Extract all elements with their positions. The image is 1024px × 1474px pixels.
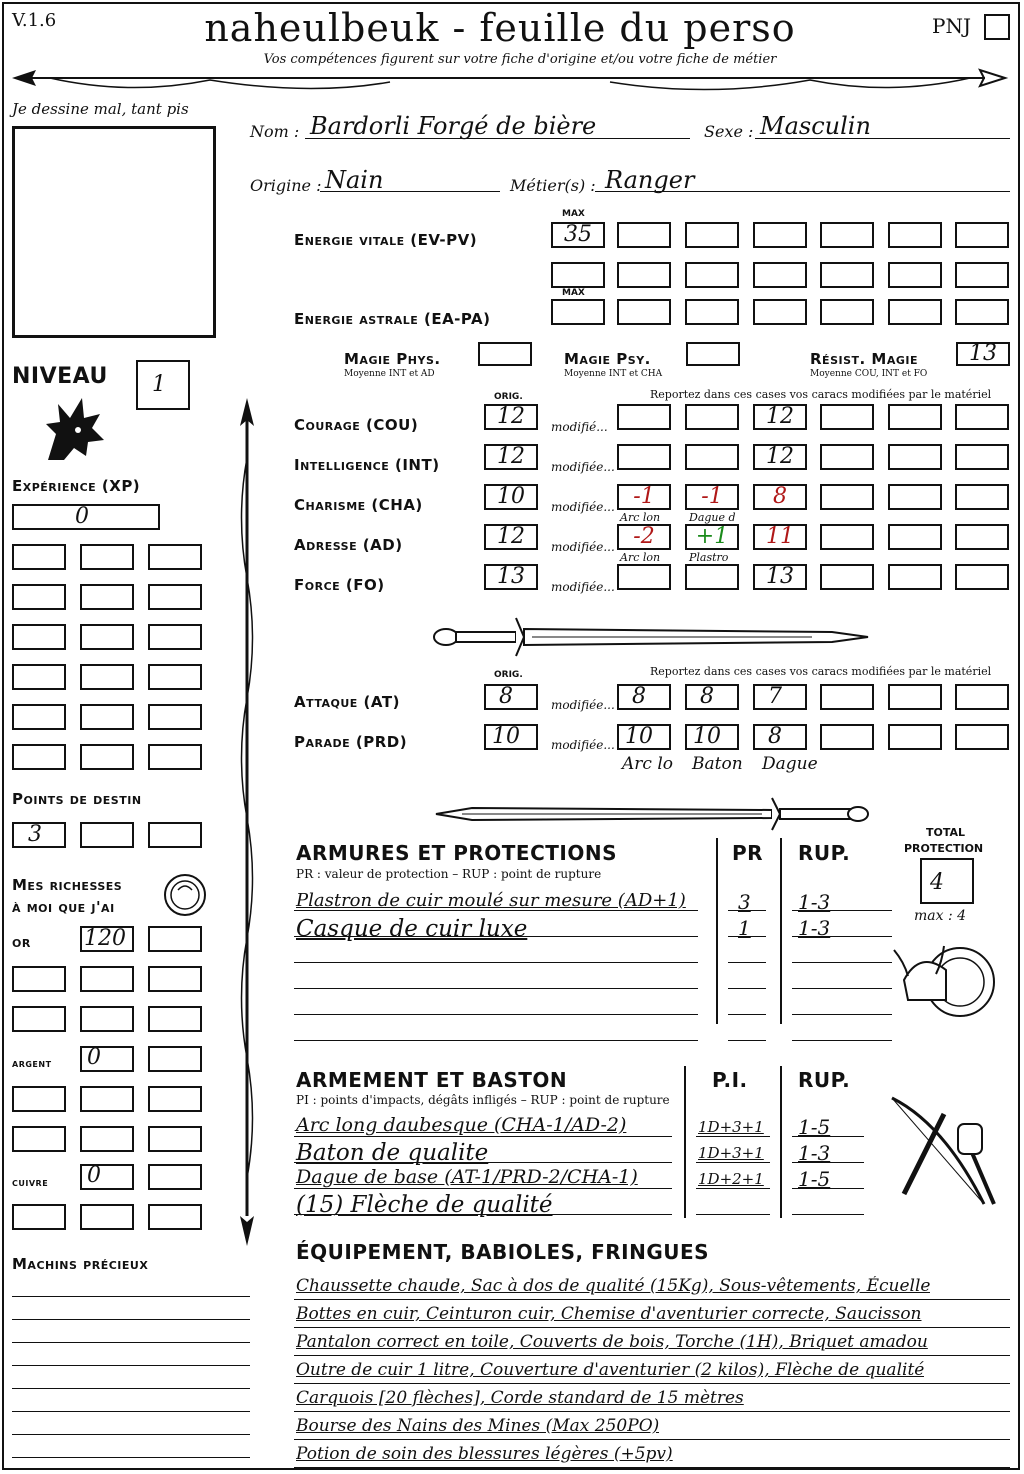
argent-box-extra[interactable]	[12, 1126, 66, 1152]
carac-mod-box[interactable]	[820, 404, 874, 430]
xp-box[interactable]	[148, 744, 202, 770]
combat-mod-value: 8	[632, 684, 646, 709]
arme-rup-line[interactable]	[792, 1214, 864, 1215]
argent-box-extra[interactable]	[148, 1086, 202, 1112]
carac-mod-box[interactable]	[955, 524, 1009, 550]
carac-mod-value: 8	[773, 484, 787, 509]
armure-rup-line[interactable]	[792, 1040, 892, 1041]
nom-field[interactable]: Bardorli Forgé de bière	[310, 112, 597, 140]
arme-line[interactable]	[294, 1188, 672, 1189]
carac-orig-value: 12	[497, 524, 525, 549]
xp-box[interactable]	[148, 584, 202, 610]
xp-box[interactable]	[80, 624, 134, 650]
coin-icon	[162, 872, 208, 918]
combat-orig-value: 10	[492, 724, 520, 749]
xp-box[interactable]	[12, 704, 66, 730]
equipement-line[interactable]: Bottes en cuir, Ceinturon cuir, Chemise d'aventurier correcte, Saucisson	[296, 1304, 922, 1324]
carac-mod-box[interactable]	[820, 524, 874, 550]
carac-mod-box[interactable]	[617, 444, 671, 470]
arme-pi: 1D+3+1	[698, 1144, 764, 1162]
ev-box-1[interactable]	[617, 222, 671, 248]
armure-pr: 3	[738, 890, 751, 914]
ev-box-row2-3[interactable]	[685, 262, 739, 288]
spear-icon	[232, 398, 262, 1248]
ev-max-value: 35	[564, 222, 592, 247]
ev-label: Energie vitale (EV-PV)	[294, 231, 478, 249]
sexe-line	[755, 138, 1010, 139]
armure-line[interactable]	[294, 1040, 698, 1041]
carac-mod-value: +1	[695, 524, 729, 549]
combat-mod-value: 8	[700, 684, 714, 709]
equipement-rule	[294, 1327, 1010, 1328]
equipement-line[interactable]: Bourse des Nains des Mines (Max 250PO)	[296, 1416, 660, 1436]
ev-box-row2-2[interactable]	[617, 262, 671, 288]
armure-pr-line[interactable]	[728, 1040, 766, 1041]
ev-box-row2-5[interactable]	[820, 262, 874, 288]
metier-line	[595, 191, 1010, 192]
carac-mod-note: Arc lon	[620, 551, 661, 564]
ea-box-5[interactable]	[888, 299, 942, 325]
xp-box[interactable]	[80, 584, 134, 610]
machins-line[interactable]	[12, 1296, 250, 1297]
carac-modifie-label: modifiée...	[551, 500, 615, 514]
nom-label: Nom :	[250, 122, 300, 141]
carac-mod-box[interactable]	[685, 564, 739, 590]
carac-label: Adresse (AD)	[294, 536, 403, 554]
xp-box[interactable]	[148, 664, 202, 690]
destin-value: 3	[28, 822, 42, 847]
machins-line[interactable]	[12, 1457, 250, 1458]
arme-pi: 1D+2+1	[698, 1170, 764, 1188]
carac-orig-value: 13	[497, 564, 525, 589]
carac-mod-box[interactable]	[820, 444, 874, 470]
arme-pi-line[interactable]	[696, 1162, 770, 1163]
carac-mod-box[interactable]	[685, 444, 739, 470]
carac-orig-value: 12	[497, 404, 525, 429]
carac-mod-box[interactable]	[820, 564, 874, 590]
argent-box-extra[interactable]	[80, 1126, 134, 1152]
armures-divider-2	[780, 838, 782, 1024]
armement-title: ARMEMENT ET BASTON	[296, 1068, 568, 1092]
equipement-rule	[294, 1383, 1010, 1384]
ea-box-1[interactable]	[617, 299, 671, 325]
cuivre-value: 0	[87, 1163, 101, 1188]
destin-box-3[interactable]	[148, 822, 202, 848]
combat-mod-box[interactable]	[820, 724, 874, 750]
machins-line[interactable]	[12, 1365, 250, 1366]
sword-icon	[432, 612, 872, 662]
sexe-label: Sexe :	[704, 122, 754, 141]
equipement-rule	[294, 1355, 1010, 1356]
carac-mod-box[interactable]	[820, 484, 874, 510]
carac-mod-value: 12	[766, 404, 794, 429]
magie-phys-label: Magie Phys.	[344, 350, 441, 368]
page-title: naheulbeuk - feuille du perso	[204, 6, 796, 50]
cuivre-box-2[interactable]	[148, 1164, 202, 1190]
metier-label: Métier(s) :	[510, 176, 596, 195]
xp-box[interactable]	[12, 544, 66, 570]
equipement-title: ÉQUIPEMENT, BABIOLES, FRINGUES	[296, 1240, 710, 1264]
xp-value: 0	[75, 504, 89, 529]
carac-mod-box[interactable]	[617, 564, 671, 590]
ea-max-box[interactable]	[551, 299, 605, 325]
carac-mod-value: 11	[766, 524, 794, 549]
argent-label: argent	[12, 1056, 52, 1070]
origine-label: Origine :	[250, 176, 322, 195]
armures-note: PR : valeur de protection – RUP : point de rupture	[296, 867, 602, 881]
ea-box-4[interactable]	[820, 299, 874, 325]
argent-box-2[interactable]	[148, 1046, 202, 1072]
cuivre-box-extra[interactable]	[12, 1204, 66, 1230]
nom-line	[305, 138, 690, 139]
carac-mod-note: Dague d	[689, 511, 736, 524]
carac-mod-note: Arc lon	[620, 511, 661, 524]
ea-box-2[interactable]	[685, 299, 739, 325]
machins-label: Machins précieux	[12, 1255, 149, 1273]
arme-pi-line[interactable]	[696, 1136, 770, 1137]
ev-box-2[interactable]	[685, 222, 739, 248]
combat-label: Parade (PRD)	[294, 733, 408, 751]
or-box-2[interactable]	[148, 926, 202, 952]
armures-divider-1	[716, 838, 718, 1024]
ev-box-row2-4[interactable]	[753, 262, 807, 288]
portrait-caption: Je dessine mal, tant pis	[12, 100, 189, 118]
combat-orig-value: 8	[499, 684, 513, 709]
armure-rup: 1-3	[798, 890, 831, 914]
version-label: V.1.6	[12, 10, 57, 31]
carac-mod-box[interactable]	[888, 484, 942, 510]
xp-box[interactable]	[80, 664, 134, 690]
armure-pr-line[interactable]	[728, 962, 766, 963]
armures-title: ARMURES ET PROTECTIONS	[296, 841, 617, 865]
magie-psy-note: Moyenne INT et CHA	[564, 369, 663, 379]
combat-mod-value: 7	[768, 684, 782, 709]
xp-box[interactable]	[80, 744, 134, 770]
magie-psy-box[interactable]	[686, 342, 740, 366]
machins-line[interactable]	[12, 1342, 250, 1343]
dragon-icon	[38, 394, 108, 466]
argent-box-extra[interactable]	[148, 1126, 202, 1152]
richesses-label-1: Mes richesses	[12, 876, 123, 894]
sword-icon	[432, 794, 872, 834]
or-label: or	[12, 933, 31, 951]
ea-box-6[interactable]	[955, 299, 1009, 325]
pnj-checkbox[interactable]	[984, 14, 1010, 40]
equipement-rule	[294, 1411, 1010, 1412]
armure-rup-line[interactable]	[792, 988, 892, 989]
resist-magie-note: Moyenne COU, INT et FO	[810, 369, 928, 379]
arme-pi-line[interactable]	[696, 1188, 770, 1189]
ea-box-3[interactable]	[753, 299, 807, 325]
magie-psy-label: Magie Psy.	[564, 350, 651, 368]
carac-orig-value: 12	[497, 444, 525, 469]
carac-mod-box[interactable]	[955, 564, 1009, 590]
equipement-line[interactable]: Chaussette chaude, Sac à dos de qualité (15Kg), Sous-vêtements, Écuelle	[296, 1276, 931, 1296]
carac-mod-value: -2	[633, 524, 655, 549]
arme-name: Arc long daubesque (CHA-1/AD-2)	[296, 1114, 627, 1136]
arme-pi-line[interactable]	[696, 1214, 770, 1215]
cuivre-box-extra[interactable]	[80, 1204, 134, 1230]
weapon-label-1: Arc lo	[622, 754, 673, 774]
combat-mod-box[interactable]	[955, 724, 1009, 750]
armure-name: Casque de cuir luxe	[296, 916, 528, 942]
armure-rup-line[interactable]	[792, 1014, 892, 1015]
carac-mod-box[interactable]	[888, 524, 942, 550]
armure-rup: 1-3	[798, 916, 831, 940]
combat-modifiee-label: modifiée...	[551, 738, 615, 752]
carac-mod-box[interactable]	[955, 404, 1009, 430]
total-protection-label-2: PROTECTION	[904, 842, 984, 855]
carac-mod-box[interactable]	[955, 484, 1009, 510]
xp-box[interactable]	[148, 544, 202, 570]
max-protection-label: max : 4	[914, 908, 967, 924]
arme-rup: 1-5	[798, 1115, 831, 1139]
combat-modifiee-label: modifiée...	[551, 698, 615, 712]
xp-box[interactable]	[80, 704, 134, 730]
armement-rup-header: RUP.	[798, 1068, 851, 1092]
xp-label: Expérience (XP)	[12, 477, 141, 495]
carac-label: Intelligence (INT)	[294, 456, 440, 474]
machins-line[interactable]	[12, 1411, 250, 1412]
armement-pi-header: P.I.	[712, 1068, 748, 1092]
combat-mod-value: 10	[693, 724, 721, 749]
machins-line[interactable]	[12, 1319, 250, 1320]
armures-pr-header: PR	[732, 841, 764, 865]
magie-phys-box[interactable]	[478, 342, 532, 366]
armure-pr-line[interactable]	[728, 988, 766, 989]
niveau-value: 1	[152, 372, 166, 397]
xp-box[interactable]	[148, 704, 202, 730]
weapon-label-3: Dague	[762, 754, 818, 774]
equipement-rule	[294, 1467, 1010, 1468]
carac-label: Courage (COU)	[294, 416, 419, 434]
combat-label: Attaque (AT)	[294, 693, 400, 711]
metier-field[interactable]: Ranger	[605, 166, 695, 194]
arme-rup: 1-5	[798, 1167, 831, 1191]
total-protection-label-1: TOTAL	[926, 826, 966, 839]
ev-box-row2-1[interactable]	[551, 262, 605, 288]
resist-magie-label: Résist. Magie	[810, 350, 919, 368]
carac-orig-value: 10	[497, 484, 525, 509]
helmet-shield-icon	[890, 930, 1000, 1030]
carac-label: Charisme (CHA)	[294, 496, 423, 514]
equipement-rule	[294, 1439, 1010, 1440]
xp-box[interactable]	[12, 664, 66, 690]
richesses-label-2: à moi que j'ai	[12, 898, 115, 916]
equipement-line[interactable]: Potion de soin des blessures légères (+5pv)	[296, 1444, 673, 1464]
armure-pr: 1	[738, 916, 751, 940]
combat-mod-value: 8	[768, 724, 782, 749]
carac-mod-box[interactable]	[888, 564, 942, 590]
combat-mod-box[interactable]	[888, 724, 942, 750]
origine-field[interactable]: Nain	[325, 166, 384, 194]
carac-mod-value: -1	[701, 484, 723, 509]
combat-mod-box[interactable]	[888, 684, 942, 710]
xp-box[interactable]	[12, 624, 66, 650]
carac-mod-value: 12	[766, 444, 794, 469]
or-box-extra[interactable]	[12, 1006, 66, 1032]
ev-box-3[interactable]	[753, 222, 807, 248]
ev-box-row2-6[interactable]	[888, 262, 942, 288]
combat-orig-label: ORIG.	[494, 670, 523, 680]
or-box-extra[interactable]	[148, 966, 202, 992]
carac-mod-box[interactable]	[955, 444, 1009, 470]
arme-name: (15) Flèche de qualité	[296, 1192, 553, 1218]
carac-modifie-label: modifié...	[551, 420, 608, 434]
arme-line[interactable]	[294, 1136, 672, 1137]
total-protection-value: 4	[930, 870, 944, 895]
arme-pi: 1D+3+1	[698, 1118, 764, 1136]
arme-name: Dague de base (AT-1/PRD-2/CHA-1)	[296, 1166, 638, 1188]
arme-rup: 1-3	[798, 1141, 831, 1165]
combat-mod-value: 10	[625, 724, 653, 749]
ev-box-5[interactable]	[888, 222, 942, 248]
ea-label: Energie astrale (EA-PA)	[294, 310, 491, 328]
portrait-box[interactable]	[12, 126, 216, 338]
armement-divider-2	[780, 1066, 782, 1218]
armure-name: Plastron de cuir moulé sur mesure (AD+1)	[296, 890, 686, 911]
magie-phys-note: Moyenne INT et AD	[344, 369, 435, 379]
pnj-label: PNJ	[932, 14, 971, 38]
equipement-line[interactable]: Carquois [20 flèches], Corde standard de 15 mètres	[296, 1388, 744, 1408]
combat-report-note: Reportez dans ces cases vos caracs modifiées par le matériel	[650, 665, 992, 678]
cuivre-box-extra[interactable]	[148, 1204, 202, 1230]
armure-line[interactable]	[294, 988, 698, 989]
ev-box-6[interactable]	[955, 222, 1009, 248]
arme-name: Baton de qualite	[296, 1140, 489, 1166]
sexe-field[interactable]: Masculin	[760, 112, 871, 140]
caracs-orig-label: ORIG.	[494, 392, 523, 402]
ev-box-row2-7[interactable]	[955, 262, 1009, 288]
combat-mod-box[interactable]	[820, 684, 874, 710]
xp-box[interactable]	[80, 544, 134, 570]
carac-modifie-label: modifiée...	[551, 540, 615, 554]
ev-box-4[interactable]	[820, 222, 874, 248]
carac-label: Force (FO)	[294, 576, 385, 594]
xp-box[interactable]	[12, 744, 66, 770]
carac-mod-note: Plastro	[689, 551, 729, 564]
origine-line	[320, 191, 500, 192]
armure-pr-line[interactable]	[728, 1014, 766, 1015]
carac-modifie-label: modifiée...	[551, 460, 615, 474]
armure-rup-line[interactable]	[792, 962, 892, 963]
or-box-extra[interactable]	[80, 1006, 134, 1032]
armure-line[interactable]	[294, 962, 698, 963]
weapons-icon	[884, 1094, 1004, 1214]
xp-box[interactable]	[148, 624, 202, 650]
machins-line[interactable]	[12, 1434, 250, 1435]
destin-box-2[interactable]	[80, 822, 134, 848]
carac-mod-box[interactable]	[888, 404, 942, 430]
argent-box-extra[interactable]	[12, 1086, 66, 1112]
ev-max-label: MAX	[562, 209, 585, 219]
weapon-label-2: Baton	[692, 754, 743, 774]
destin-label: Points de destin	[12, 790, 142, 808]
armement-divider-1	[684, 1066, 686, 1218]
combat-mod-box[interactable]	[955, 684, 1009, 710]
or-box-extra[interactable]	[80, 966, 134, 992]
carac-mod-box[interactable]	[888, 444, 942, 470]
carac-modifie-label: modifiée...	[551, 580, 615, 594]
armement-note: PI : points d'impacts, dégâts infligés – RUP : point de rupture	[296, 1093, 670, 1107]
carac-mod-value: -1	[633, 484, 655, 509]
argent-value: 0	[87, 1045, 101, 1070]
xp-box[interactable]	[12, 584, 66, 610]
or-box-extra[interactable]	[148, 1006, 202, 1032]
armures-rup-header: RUP.	[798, 841, 851, 865]
or-value: 120	[84, 926, 126, 951]
niveau-label: NIVEAU	[12, 364, 108, 389]
caracs-report-note: Reportez dans ces cases vos caracs modifiées par le matériel	[650, 388, 992, 401]
ea-max-label: MAX	[562, 288, 585, 298]
armure-line[interactable]	[294, 1014, 698, 1015]
carac-mod-box[interactable]	[685, 404, 739, 430]
or-box-extra[interactable]	[12, 966, 66, 992]
equipement-rule	[294, 1299, 1010, 1300]
equipement-line[interactable]: Outre de cuir 1 litre, Couverture d'aventurier (2 kilos), Flèche de qualité	[296, 1360, 925, 1380]
machins-line[interactable]	[12, 1388, 250, 1389]
resist-magie-value: 13	[969, 341, 997, 366]
page-subtitle: Vos compétences figurent sur votre fiche d'origine et/ou votre fiche de métier	[263, 52, 777, 67]
carac-mod-value: 13	[766, 564, 794, 589]
cuivre-label: cuivre	[12, 1175, 49, 1189]
argent-box-extra[interactable]	[80, 1086, 134, 1112]
carac-mod-box[interactable]	[617, 404, 671, 430]
equipement-line[interactable]: Pantalon correct en toile, Couverts de bois, Torche (1H), Briquet amadou	[296, 1332, 928, 1352]
